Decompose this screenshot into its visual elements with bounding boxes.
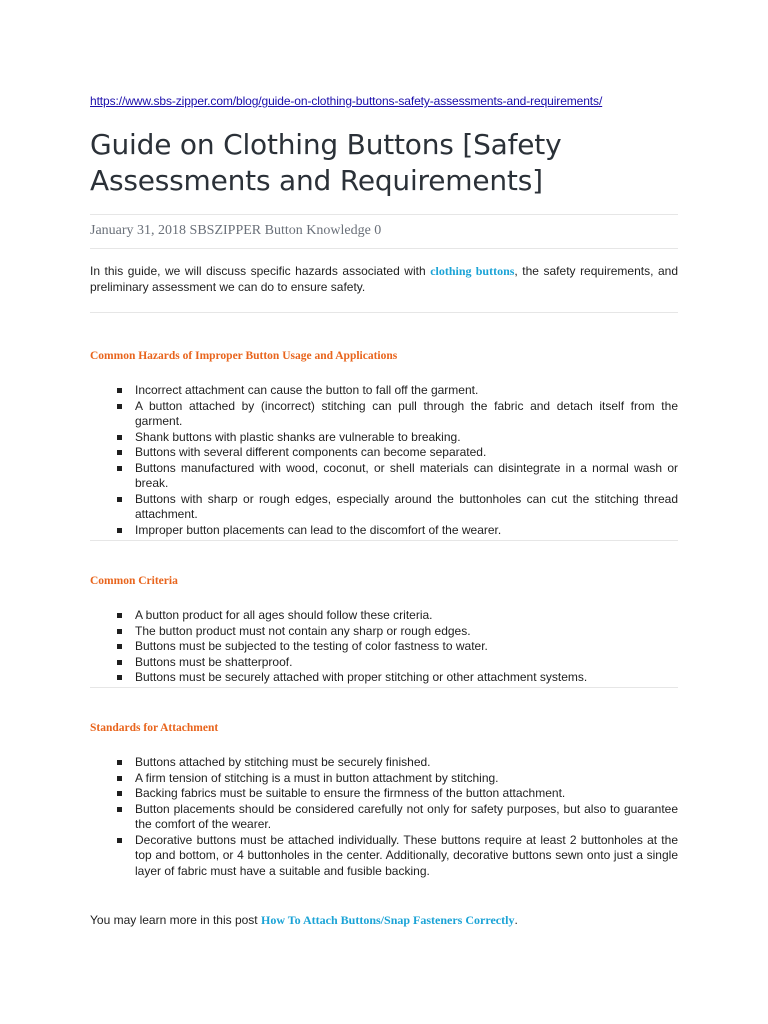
bullet-square-icon xyxy=(117,675,122,680)
intro-text: In this guide, we will discuss specific hazards associated with xyxy=(90,264,431,278)
bullet-square-icon xyxy=(117,776,122,781)
bullet-square-icon xyxy=(117,404,122,409)
bullet-square-icon xyxy=(117,629,122,634)
outro-text: You may learn more in this post xyxy=(90,913,261,927)
attachment-list xyxy=(90,755,678,879)
intro-paragraph xyxy=(90,263,678,295)
section-heading-criteria: Common Criteria xyxy=(90,575,178,587)
post-meta: January 31, 2018 SBSZIPPER Button Knowledge 0 xyxy=(90,223,382,238)
list-item: Buttons with sharp or rough edges, especially around the buttonholes can cut the stitching thread attachment. xyxy=(90,492,678,523)
bullet-square-icon xyxy=(117,807,122,812)
bullet-square-icon xyxy=(117,838,122,843)
clothing-buttons-link[interactable]: clothing buttons xyxy=(430,264,515,278)
divider xyxy=(90,248,678,249)
divider xyxy=(90,214,678,215)
bullet-square-icon xyxy=(117,660,122,665)
list-item: Shank buttons with plastic shanks are vulnerable to breaking. xyxy=(90,430,678,446)
bullet-square-icon xyxy=(117,435,122,440)
list-item: Buttons manufactured with wood, coconut, or shell materials can disintegrate in a normal wash or break. xyxy=(90,461,678,492)
list-item: Buttons must be subjected to the testing of color fastness to water. xyxy=(90,639,678,655)
list-item: Buttons with several different components can become separated. xyxy=(90,445,678,461)
hazards-list xyxy=(90,383,678,538)
list-item: The button product must not contain any sharp or rough edges. xyxy=(90,624,678,640)
criteria-list xyxy=(90,608,678,686)
list-item: A button attached by (incorrect) stitching can pull through the fabric and detach itself from the garment. xyxy=(90,399,678,430)
bullet-square-icon xyxy=(117,388,122,393)
list-item: Backing fabrics must be suitable to ensure the firmness of the button attachment. xyxy=(90,786,678,802)
list-item: Improper button placements can lead to the discomfort of the wearer. xyxy=(90,523,678,539)
list-item: Incorrect attachment can cause the button to fall off the garment. xyxy=(90,383,678,399)
attach-buttons-post-link[interactable]: How To Attach Buttons/Snap Fasteners Correctly xyxy=(260,913,515,927)
bullet-square-icon xyxy=(117,613,122,618)
section-heading-attachment: Standards for Attachment xyxy=(90,722,219,734)
divider xyxy=(90,687,678,688)
intro-text: , the safety requirements, and preliminary assessment we can do to ensure safety. xyxy=(90,264,678,294)
list-item: Button placements should be considered carefully not only for safety purposes, but also to guarantee the comfort of the wearer. xyxy=(90,802,678,833)
bullet-square-icon xyxy=(117,644,122,649)
bullet-square-icon xyxy=(117,466,122,471)
section-heading-hazards: Common Hazards of Improper Button Usage and Applications xyxy=(90,350,398,362)
list-item: A button product for all ages should follow these criteria. xyxy=(90,608,678,624)
list-item: A firm tension of stitching is a must in button attachment by stitching. xyxy=(90,771,678,787)
bullet-square-icon xyxy=(117,760,122,765)
source-url-link[interactable]: https://www.sbs-zipper.com/blog/guide-on-clothing-buttons-safety-assessments-and-requirements/ xyxy=(90,94,603,108)
bullet-square-icon xyxy=(117,528,122,533)
bullet-square-icon xyxy=(117,497,122,502)
list-item: Buttons must be securely attached with proper stitching or other attachment systems. xyxy=(90,670,678,686)
divider xyxy=(90,312,678,313)
list-item: Buttons attached by stitching must be securely finished. xyxy=(90,755,678,771)
list-item: Decorative buttons must be attached individually. These buttons require at least 2 buttonholes at the top and bottom, or 4 buttonholes in the center. Additionally, decorative buttons sewn onto just a single layer of fabric must have a suitable and fusible backing. xyxy=(90,833,678,880)
page-title: Guide on Clothing Buttons [Safety Assessments and Requirements] xyxy=(90,128,562,197)
outro-paragraph xyxy=(90,913,518,928)
bullet-square-icon xyxy=(117,791,122,796)
bullet-square-icon xyxy=(117,450,122,455)
list-item: Buttons must be shatterproof. xyxy=(90,655,678,671)
outro-text: . xyxy=(514,913,518,927)
divider xyxy=(90,540,678,541)
